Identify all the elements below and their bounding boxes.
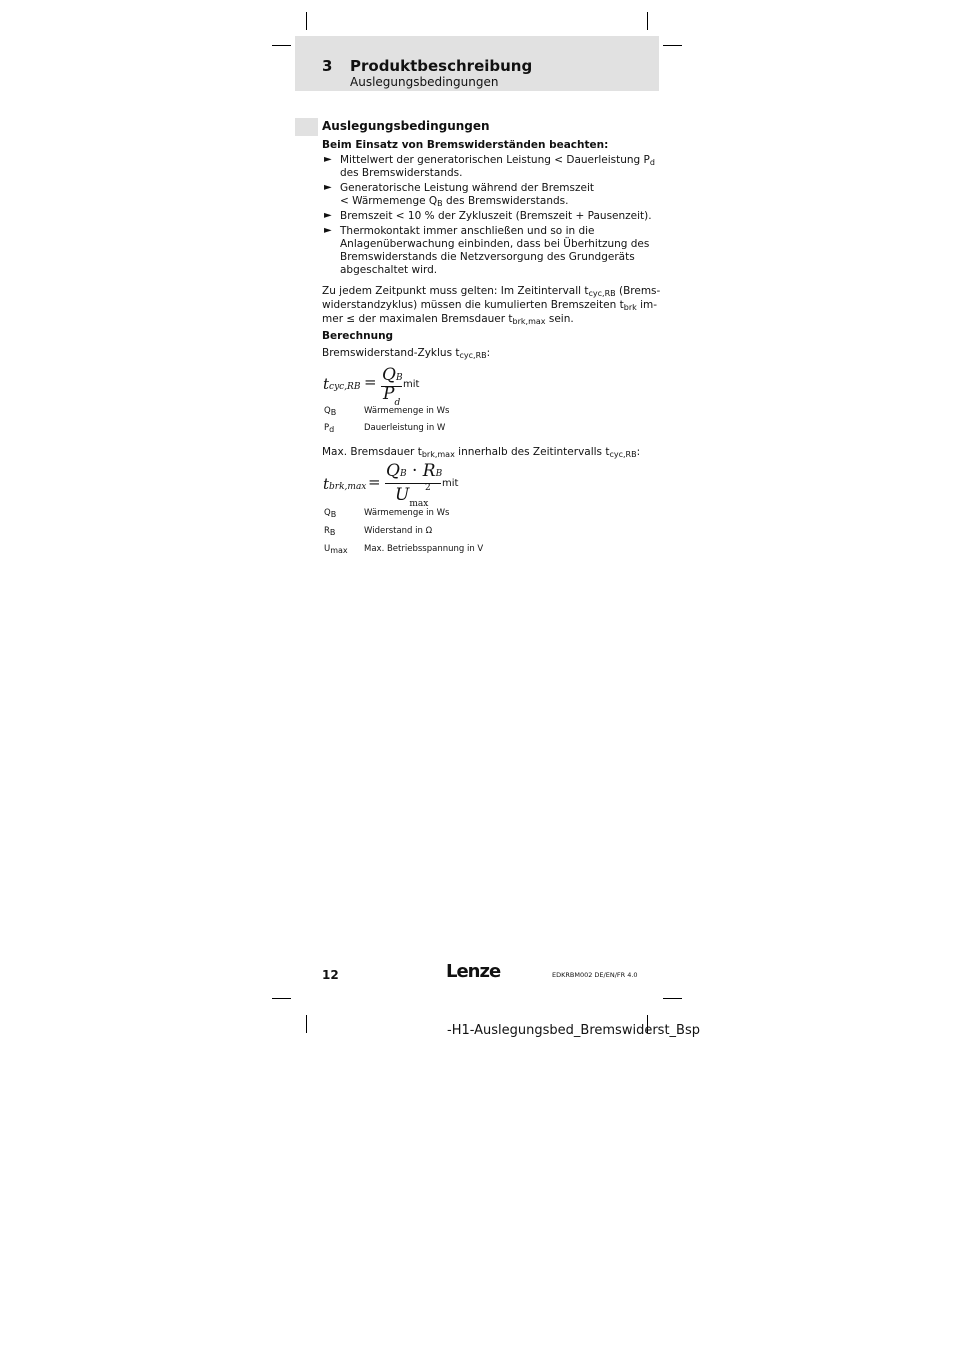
cycle-label: Bremswiderstand-Zyklus $t_{cyc,RB}$: [322,347,491,360]
page-number: 12 [322,968,339,982]
def-text: Dauerleistung in W [364,423,446,433]
def-symbol: $Q_B$ [324,406,337,417]
section-marker [295,118,318,136]
bullet-4-line-1: Thermokontakt immer anschließen und so in die [340,225,595,237]
document-code: EDKRBM002 DE/EN/FR 4.0 [552,971,638,979]
document-tag: -H1-Auslegungsbed_Bremswiderst_Bsp [447,1023,700,1038]
crop-mark [272,45,291,46]
bullet-marker: ► [324,225,332,236]
bullet-3: Bremszeit < 10 % der Zykluszeit (Bremszeit + Pausenzeit). [340,210,652,222]
crop-mark [306,1015,307,1033]
bullet-2-line-2a: < Wärmemenge Q [340,195,438,207]
bullet-2 [340,182,594,208]
section-title: Auslegungsbedingungen [322,119,490,133]
def-symbol: $Q_B$ [324,508,337,519]
bullet-marker: ► [324,182,332,193]
bullet-1 [340,154,655,180]
def-symbol: $R_B$ [324,526,336,537]
bullet-4-line-2: Anlagenüberwachung einbinden, dass bei Überhitzung des [340,238,650,250]
bullet-4 [340,225,649,277]
def-symbol: $P_d$ [324,423,335,434]
bullet-1-sub: d [649,158,655,167]
max-duration-label: Max. Bremsdauer $t_{brk,max}$ innerhalb des Zeitintervalls $t_{cyc,RB}$: [322,446,641,459]
bullet-2-line-2b: des Bremswiderstands. [442,195,569,207]
bullet-2-sub: B [437,199,443,208]
crop-mark [663,45,682,46]
def-text: Widerstand in Ω [364,526,433,536]
bullet-marker: ► [324,210,332,221]
bullet-2-line-1: Generatorische Leistung während der Bremszeit [340,182,594,194]
calc-heading: Berechnung [322,330,394,342]
chapter-subtitle: Auslegungsbedingungen [350,75,499,89]
bullet-1-line-2: des Bremswiderstands. [340,167,463,179]
lenze-logo: Lenze [446,961,501,982]
bullet-4-line-4: abgeschaltet wird. [340,264,438,276]
crop-mark [272,998,291,999]
chapter-number: 3 [322,57,333,75]
def-text: Max. Betriebsspannung in V [364,544,484,554]
crop-mark [647,12,648,30]
def-text: Wärmemenge in Ws [364,406,450,416]
bullet-marker: ► [324,154,332,165]
def-symbol: $U_{max}$ [324,544,348,555]
def-text: Wärmemenge in Ws [364,508,450,518]
crop-mark [663,998,682,999]
section-intro: Beim Einsatz von Bremswiderständen beachten: [322,139,609,151]
bullet-4-line-3: Bremswiderstands die Netzversorgung des Grundgeräts [340,251,635,263]
chapter-title: Produktbeschreibung [350,57,533,75]
crop-mark [306,12,307,30]
condition-paragraph: Zu jedem Zeitpunkt muss gelten: Im Zeitintervall $t_{cyc,RB}$ (Brems- widerstandzyklus) müssen die kumulierten Bremszeiten $t_{brk}$ im- mer ≤ der maximalen Bremsdauer $t_{brk,max}$ sein. [322,285,661,326]
bullet-1-line-1: Mittelwert der generatorischen Leistung < Dauerleistung P [340,154,650,166]
